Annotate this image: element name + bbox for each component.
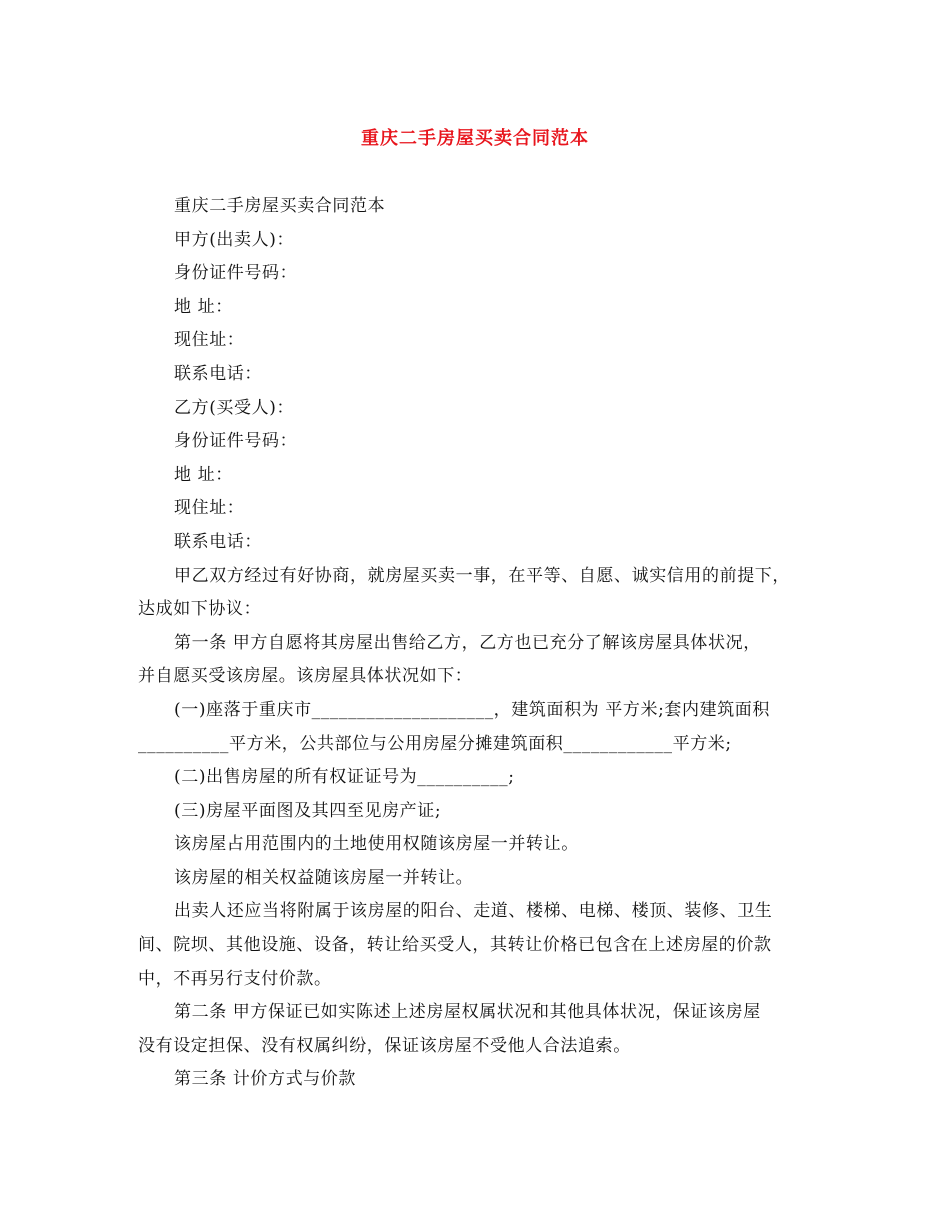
document-line: 第三条 计价方式与价款 xyxy=(174,1069,357,1090)
document-line: 该房屋占用范围内的土地使用权随该房屋一并转让。 xyxy=(174,834,579,855)
document-line: 联系电话： xyxy=(174,531,262,552)
document-line: 第二条 甲方保证已如实陈述上述房屋权属状况和其他具体状况，保证该房屋 xyxy=(174,1002,761,1023)
document-line: 地 址： xyxy=(174,296,233,317)
document-line: 身份证件号码： xyxy=(174,263,298,284)
document-line: 该房屋的相关权益随该房屋一并转让。 xyxy=(174,867,474,888)
document-body xyxy=(138,190,828,1097)
document-line: 中，不再另行支付价款。 xyxy=(138,968,332,989)
document-line: 现住址： xyxy=(174,498,245,519)
document-line: 现住址： xyxy=(174,330,245,351)
document-line: 联系电话： xyxy=(174,363,262,384)
document-line: 甲方(出卖人)： xyxy=(174,229,295,250)
document-line: 乙方(买受人)： xyxy=(174,397,295,418)
document-line: 第一条 甲方自愿将其房屋出售给乙方，乙方也已充分了解该房屋具体状况， xyxy=(174,632,761,653)
document-line: (一)座落于重庆市____________________，建筑面积为 平方米;套内建筑面积 xyxy=(174,699,770,720)
document-line: (三)房屋平面图及其四至见房产证; xyxy=(174,800,442,821)
document-line: 没有设定担保、没有权属纠纷，保证该房屋不受他人合法追索。 xyxy=(138,1035,631,1056)
document-line: 达成如下协议： xyxy=(138,599,262,620)
document-line: 出卖人还应当将附属于该房屋的阳台、走道、楼梯、电梯、楼顶、装修、卫生 xyxy=(174,901,773,922)
document-line: 并自愿买受该房屋。该房屋具体状况如下： xyxy=(138,666,473,687)
document-line: 间、院坝、其他设施、设备，转让给买受人，其转让价格已包含在上述房屋的价款 xyxy=(138,935,772,956)
document-line: 甲乙双方经过有好协商，就房屋买卖一事，在平等、自愿、诚实信用的前提下， xyxy=(174,565,790,586)
document-line: (二)出售房屋的所有权证证号为__________; xyxy=(174,767,515,788)
document-line: 重庆二手房屋买卖合同范本 xyxy=(174,196,386,216)
document-line: 身份证件号码： xyxy=(174,431,298,452)
document-line: 地 址： xyxy=(174,464,233,485)
document-line: __________平方米，公共部位与公用房屋分摊建筑面积____________平方米; xyxy=(138,733,732,754)
document-title: 重庆二手房屋买卖合同范本 xyxy=(361,128,589,149)
